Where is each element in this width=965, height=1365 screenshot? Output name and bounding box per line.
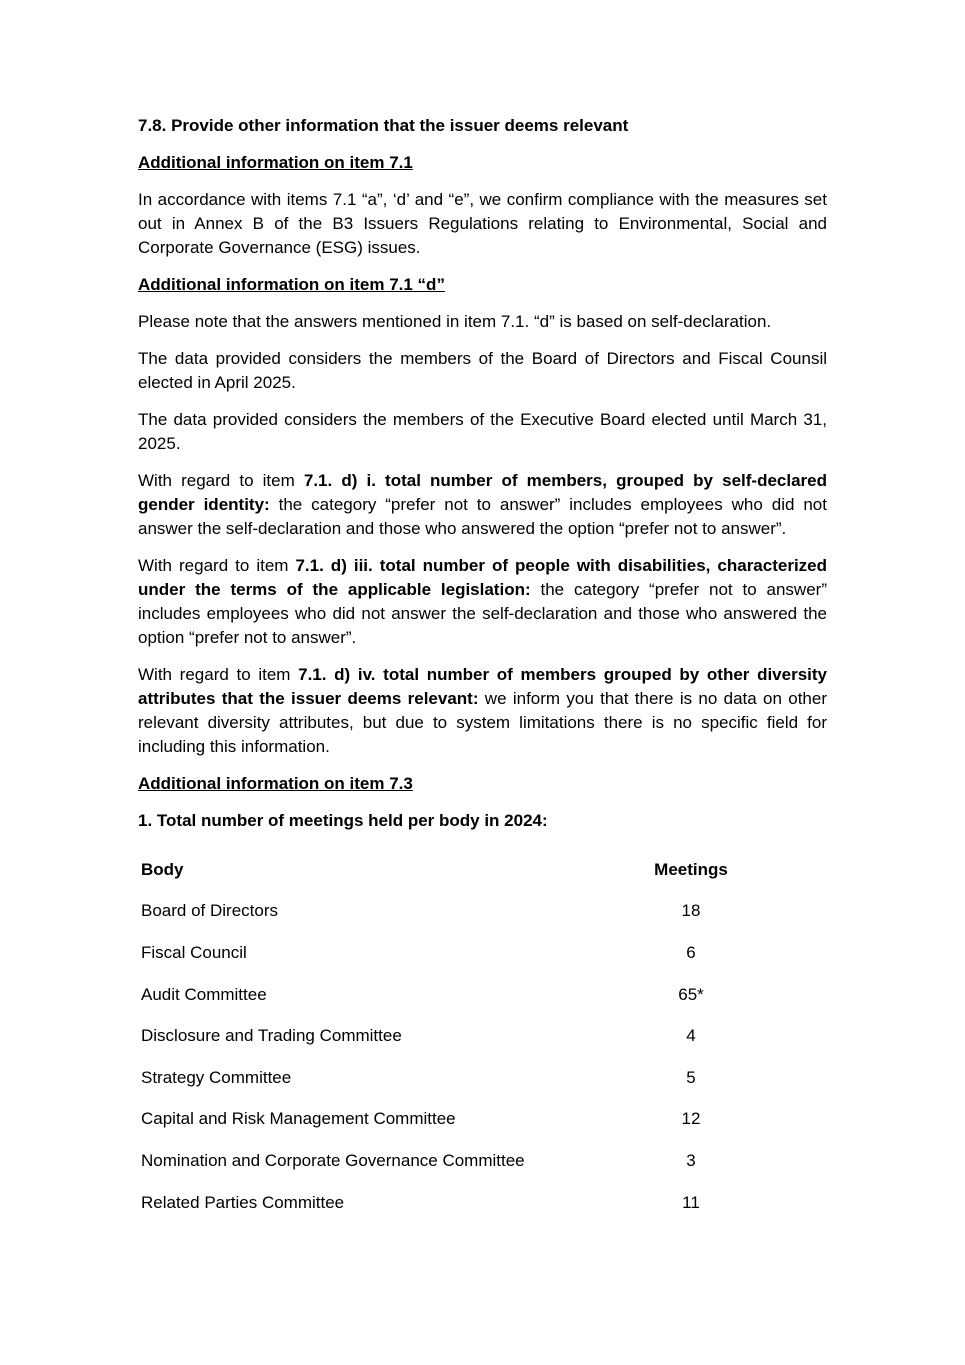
heading-item-7-3: Additional information on item 7.3	[138, 774, 413, 793]
paragraph-other-diversity	[138, 663, 827, 759]
table-row	[141, 1140, 761, 1182]
text: the category “prefer not to answer” includes employees who did not answer the self-declaration and those who answered the option “prefer not to answer”.	[138, 580, 827, 647]
text: we inform you that there is no data on other relevant diversity attributes, but due to system limitations there is no specific field for including this information.	[138, 689, 827, 756]
header-body: Body	[141, 859, 184, 879]
table-row	[141, 1182, 761, 1224]
table-row	[141, 1057, 761, 1099]
paragraph-disabilities	[138, 554, 827, 650]
bold-text: 7.1. d) iii. total number of people with disabilities, characterized under the terms of the applicable legislation:	[138, 556, 828, 599]
meetings-count-cell: 65*	[678, 984, 704, 1004]
body-name-cell: Fiscal Council	[141, 942, 247, 962]
table-row	[141, 891, 761, 933]
body-name-cell: Board of Directors	[141, 901, 278, 921]
text: the category “prefer not to answer” includes employees who did not answer the self-declaration and those who answered the option “prefer not to answer”.	[138, 495, 827, 538]
body-name-cell: Capital and Risk Management Committee	[141, 1109, 456, 1129]
paragraph-self-declaration: Please note that the answers mentioned in item 7.1. “d” is based on self-declaration.	[138, 312, 772, 331]
text: With regard to item	[138, 665, 299, 684]
body-name-cell: Nomination and Corporate Governance Committee	[141, 1150, 525, 1170]
body-name-cell: Disclosure and Trading Committee	[141, 1026, 402, 1046]
body-name-cell: Strategy Committee	[141, 1067, 292, 1087]
meetings-count-cell: 5	[686, 1067, 696, 1087]
section-title: 7.8. Provide other information that the issuer deems relevant	[138, 116, 629, 135]
meetings-count-cell: 18	[681, 901, 701, 921]
meetings-count-cell: 6	[686, 942, 696, 962]
body-name-cell: Related Parties Committee	[141, 1192, 345, 1212]
body-name-cell: Audit Committee	[141, 984, 267, 1004]
heading-item-7-1-d: Additional information on item 7.1 “d”	[138, 275, 445, 294]
text: With regard to item	[138, 556, 296, 575]
meetings-title: 1. Total number of meetings held per body in 2024:	[138, 811, 548, 830]
table-row	[141, 974, 761, 1016]
paragraph-board-data: The data provided considers the members of the Board of Directors and Fiscal Counsil elected in April 2025.	[138, 349, 827, 392]
table-row	[141, 1099, 761, 1141]
meetings-count-cell: 4	[686, 1026, 696, 1046]
paragraph-esg-compliance: In accordance with items 7.1 “a”, ‘d’ and “e”, we confirm compliance with the measures set out in Annex B of the B3 Issuers Regulations relating to Environmental, Social and Corporate Governance (ESG) issues.	[138, 190, 827, 257]
meetings-table	[141, 849, 761, 1223]
paragraph-executive-data: The data provided considers the members of the Executive Board elected until March 31, 2025.	[138, 410, 827, 453]
document-page	[138, 114, 827, 1223]
bold-text: 7.1. d) i. total number of members, grouped by self-declared gender identity:	[138, 471, 828, 514]
meetings-count-cell: 3	[686, 1150, 696, 1170]
table-row	[141, 1015, 761, 1057]
bold-text: 7.1. d) iv. total number of members grouped by other diversity attributes that the issuer deems relevant:	[138, 665, 827, 708]
table-row	[141, 932, 761, 974]
heading-item-7-1: Additional information on item 7.1	[138, 153, 413, 172]
table-header-row	[141, 849, 761, 891]
meetings-count-cell: 11	[682, 1192, 700, 1212]
text: With regard to item	[138, 471, 304, 490]
paragraph-gender	[138, 469, 827, 541]
meetings-count-cell: 12	[681, 1109, 701, 1129]
header-meetings: Meetings	[654, 859, 728, 879]
